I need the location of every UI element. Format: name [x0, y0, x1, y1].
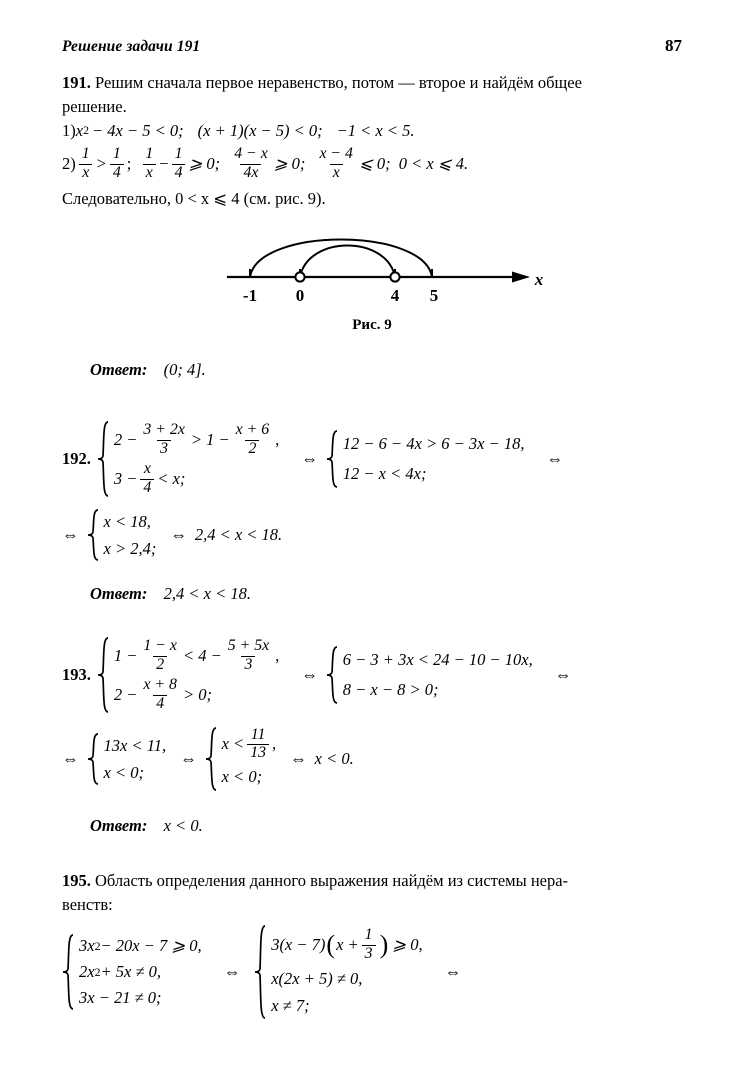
page-number: 87: [665, 36, 682, 55]
problem-192-system3-row2: x > 2,4;: [103, 538, 157, 558]
problem-193-arrow-4: ⇔: [180, 749, 197, 769]
tick-label-minus1: -1: [242, 286, 258, 306]
problem-192-line1: [62, 420, 682, 498]
problem-193: [62, 636, 682, 836]
problem-192-system2-row1: 12 − 6 − 4x > 6 − 3x − 18,: [342, 434, 525, 454]
problem-192-system3-row1: x < 18,: [103, 511, 151, 531]
problem-195-system-2: [254, 924, 422, 1020]
fraction: $\frac{x}{4}$: [140, 461, 154, 496]
problem-191-intro: [62, 72, 682, 94]
step2-rel-3: ⩾ 0;: [273, 154, 306, 174]
problem-192-system2-row2: 12 − x < 4x;: [342, 464, 427, 484]
problem-191-intro-line2: решение.: [62, 96, 127, 116]
problem-193-line1: [62, 636, 682, 714]
step2-fraction-4: $\frac{1}{4}$: [172, 146, 186, 181]
problem-191: [62, 72, 682, 380]
step2-fraction-3: $\frac{1}{x}$: [142, 146, 156, 181]
problem-193-system4-row1: x < $\frac{11}{13}$ ,: [221, 725, 277, 762]
problem-192-line2: [62, 508, 682, 562]
number-line-svg: [62, 219, 682, 311]
brace-icon: [254, 924, 267, 1020]
problem-195-number: 195.: [62, 871, 91, 891]
step2-fraction-1: $\frac{1}{x}$: [79, 146, 93, 181]
problem-193-arrow-3: ⇔: [62, 749, 79, 769]
problem-191-conclusion: Следовательно, 0 < x ⩽ 4 (см. рис. 9).: [62, 188, 326, 208]
step2-semicolon-1: ;: [126, 154, 132, 174]
problem-193-final: x < 0.: [314, 749, 354, 769]
fraction: $\frac{5 + 5x}{3}$: [227, 637, 270, 673]
brace-icon: [87, 732, 100, 786]
brace-icon: [62, 933, 75, 1011]
fraction: $\frac{3 + 2x}{3}$: [143, 421, 185, 457]
problem-193-arrow-1: ⇔: [301, 665, 318, 685]
problem-195-line1: [62, 924, 682, 1020]
problem-193-system-1: [97, 636, 279, 714]
problem-192-arrow-1: ⇔: [301, 449, 318, 469]
problem-195-system1-row1: 3x 2 − 20x − 7 ⩾ 0,: [79, 935, 202, 955]
problem-193-line2: [62, 726, 682, 792]
problem-193-system1-row1: 1 − $\frac{1 - x}{2}$ < 4 − $\frac{5 + 5x}{3}$ ,: [113, 637, 280, 673]
fraction: $\frac{11}{13}$: [247, 727, 269, 762]
problem-195-system2-row1: 3(x − 7) ( x + $\frac{1}{3}$ ) ⩾ 0,: [271, 926, 423, 962]
figure-9: [62, 219, 682, 315]
running-head-title: Решение задачи 191: [62, 38, 201, 55]
problem-195: [62, 870, 682, 1020]
problem-192-system1-row2: 3 − $\frac{x}{4}$ < x;: [113, 460, 186, 496]
problem-192-number: 192.: [62, 449, 91, 469]
step2-rel-4: ⩽ 0;: [358, 154, 391, 174]
problem-192-system1-row1: 2 − $\frac{3 + 2x}{3}$ > 1 − $\frac{x + 6}{2}$ ,: [113, 421, 280, 457]
answer-label: Ответ:: [90, 360, 148, 380]
fraction: $\frac{1 - x}{2}$: [143, 637, 177, 673]
problem-195-arrow-1: ⇔: [223, 961, 241, 981]
problem-192: [62, 420, 682, 604]
brace-icon: [97, 636, 110, 714]
problem-193-number: 193.: [62, 665, 91, 685]
problem-193-system1-row2: 2 − $\frac{x + 8}{4}$ > 0;: [113, 676, 212, 712]
problem-193-system3-row2: x < 0;: [103, 762, 144, 782]
problem-195-intro-line2: венств:: [62, 895, 113, 915]
step2-minus: −: [159, 154, 169, 174]
problem-191-step1: 1) x 2 − 4x − 5 < 0; (x + 1)(x − 5) < 0; −1 < x < 5.: [62, 120, 415, 140]
step1-expr2: (x + 1)(x − 5) < 0;: [197, 120, 323, 140]
answer-label: Ответ:: [90, 584, 148, 604]
tick-label-5: 5: [429, 286, 439, 306]
answer-label: Ответ:: [90, 816, 148, 836]
problem-195-system1-row2: 2x 2 + 5x ≠ 0,: [79, 961, 162, 981]
fraction: $\frac{1}{3}$: [362, 927, 376, 962]
brace-icon: [205, 726, 218, 792]
problem-192-system-2: [326, 429, 525, 489]
problem-193-answer: [90, 816, 682, 836]
answer-value: 2,4 < x < 18.: [163, 584, 251, 604]
problem-195-arrow-2: ⇔: [444, 961, 462, 981]
step1-expr1-a: x: [75, 120, 84, 140]
problem-195-system2-row3: x ≠ 7;: [271, 995, 310, 1015]
problem-192-answer: [90, 584, 682, 604]
step1-expr3: −1 < x < 5.: [336, 120, 415, 140]
problem-193-system4-row2: x < 0;: [221, 767, 263, 787]
answer-value: x < 0.: [163, 816, 203, 836]
problem-192-system-1: [97, 420, 279, 498]
problem-193-system-4: [205, 726, 277, 792]
problem-195-system2-row2: x(2x + 5) ≠ 0,: [271, 968, 363, 988]
step2-rel-1: >: [95, 154, 107, 174]
step2-label: 2): [62, 154, 76, 174]
problem-195-intro: [62, 870, 682, 892]
tick-label-4: 4: [390, 286, 400, 306]
step2-fraction-6: $\frac{x - 4}{x}$: [319, 145, 353, 181]
step1-expr1-b: − 4x − 5 < 0;: [92, 120, 184, 140]
problem-193-system-3: [87, 732, 167, 786]
brace-icon: [97, 420, 110, 498]
brace-icon: [326, 645, 339, 705]
problem-192-final: 2,4 < x < 18.: [194, 525, 283, 545]
fraction: $\frac{x + 8}{4}$: [143, 676, 177, 712]
step1-label: 1): [62, 120, 76, 140]
fraction: $\frac{x + 6}{2}$: [235, 421, 270, 457]
problem-193-system2-row2: 8 − x − 8 > 0;: [342, 680, 439, 700]
problem-195-system-1: [62, 933, 202, 1011]
problem-191-step2: [62, 146, 682, 181]
problem-193-system-2: [326, 645, 533, 705]
problem-195-intro-line1: Область определения данного выражения найдём из системы нера-: [95, 871, 569, 891]
axis-label-x: x: [534, 270, 544, 290]
page-content: [62, 72, 682, 1020]
problem-192-arrow-3: ⇔: [62, 525, 79, 545]
problem-192-system-3: [87, 508, 157, 562]
brace-icon: [326, 429, 339, 489]
answer-value: (0; 4].: [163, 360, 206, 380]
step2-fraction-2: $\frac{1}{4}$: [110, 146, 124, 181]
step2-final: 0 < x ⩽ 4.: [398, 154, 469, 174]
problem-191-number: 191.: [62, 73, 91, 92]
problem-193-system2-row1: 6 − 3 + 3x < 24 − 10 − 10x,: [342, 650, 533, 670]
problem-193-arrow-5: ⇔: [290, 749, 307, 769]
problem-192-arrow-4: ⇔: [170, 525, 187, 545]
brace-icon: [87, 508, 100, 562]
page-header: [62, 36, 682, 56]
problem-192-arrow-2: ⇔: [546, 449, 563, 469]
problem-195-system1-row3: 3x − 21 ≠ 0;: [79, 987, 162, 1007]
problem-191-answer: [90, 360, 682, 380]
step2-fraction-5: $\frac{4 - x}{4x}$: [234, 145, 268, 181]
figure-9-caption: Рис. 9: [352, 317, 392, 334]
step2-rel-2: ⩾ 0;: [188, 154, 221, 174]
problem-193-system3-row1: 13x < 11,: [103, 735, 167, 755]
problem-193-arrow-2: ⇔: [554, 665, 572, 685]
problem-191-intro-line1: Решим сначала первое неравенство, потом — второе и найдём общее: [95, 73, 582, 92]
tick-label-0: 0: [295, 286, 305, 306]
